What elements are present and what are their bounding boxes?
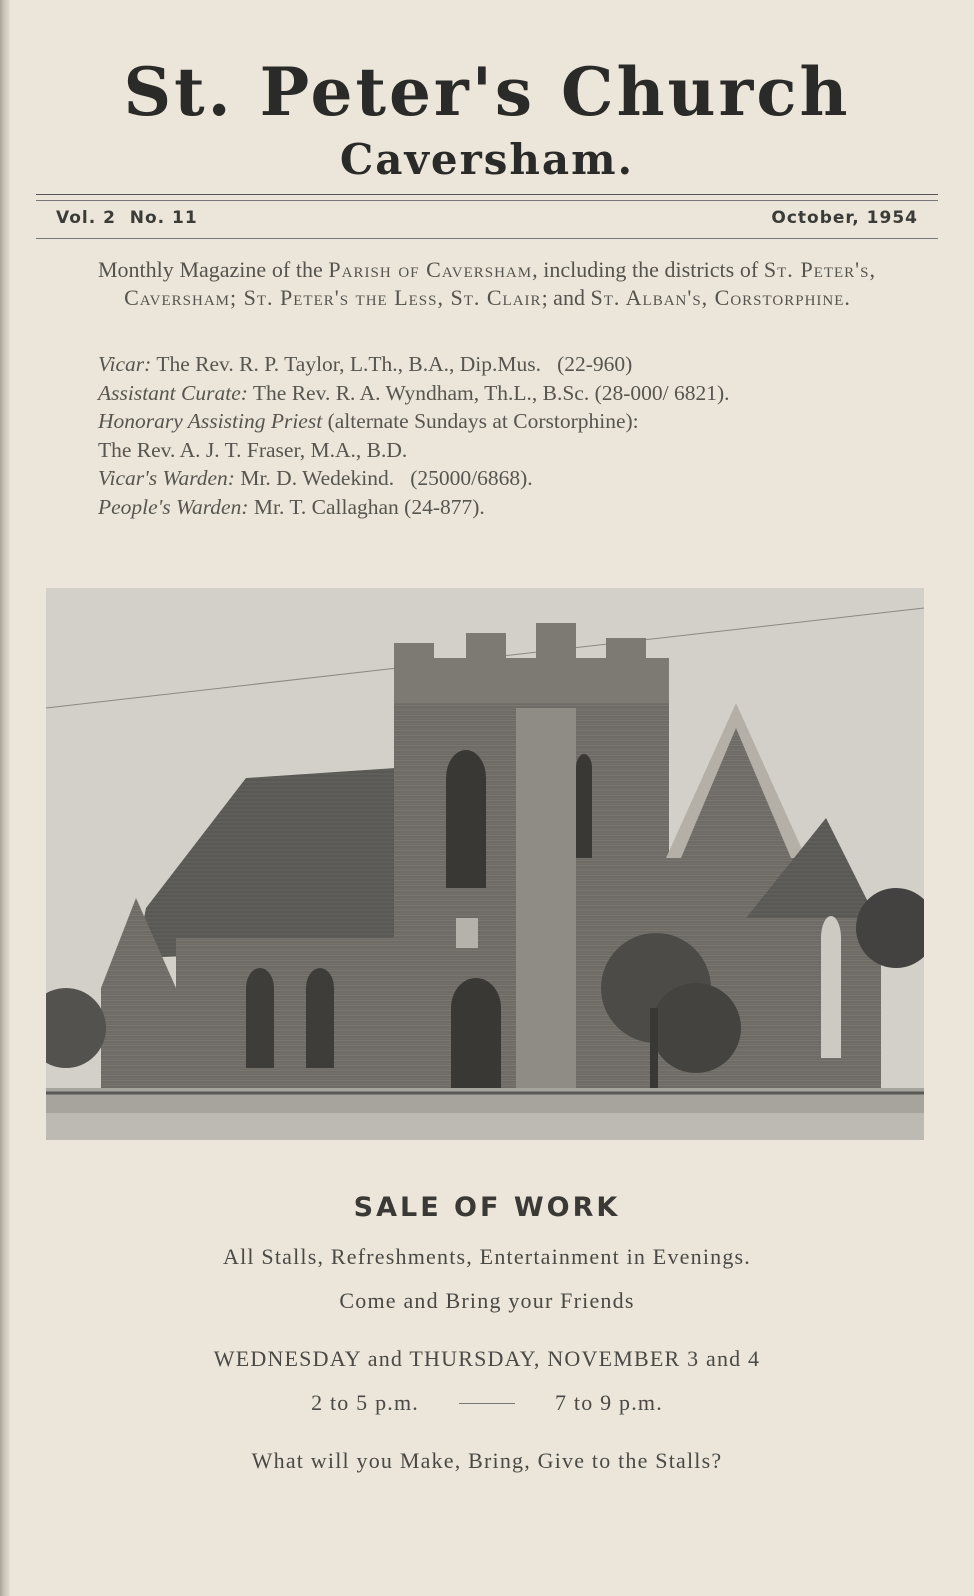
magazine-title: St. Peter's Church bbox=[123, 53, 851, 131]
staff-vicars-warden bbox=[98, 464, 878, 493]
time-separator bbox=[459, 1403, 515, 1404]
staff-name: The Rev. R. P. Taylor, L.Th., B.A., Dip.Mus. (22-960) bbox=[151, 352, 633, 376]
masthead bbox=[0, 52, 974, 186]
sale-invitation: Come and Bring your Friends bbox=[339, 1288, 635, 1313]
magazine-description bbox=[98, 256, 876, 312]
sale-heading: SALE OF WORK bbox=[353, 1192, 621, 1223]
staff-honorary-priest bbox=[98, 407, 878, 436]
header-double-rule bbox=[36, 194, 938, 201]
staff-role: Assistant Curate: bbox=[98, 380, 248, 405]
sale-question: What will you Make, Bring, Give to the Stalls? bbox=[251, 1448, 723, 1473]
staff-peoples-warden bbox=[98, 493, 878, 522]
staff-name: (alternate Sundays at Corstorphine): bbox=[322, 409, 639, 433]
intro-albans: St. Alban's, Corstorphine bbox=[590, 285, 845, 310]
issue-bar bbox=[56, 208, 918, 228]
staff-name: Mr. T. Callaghan (24-877). bbox=[248, 494, 485, 519]
staff-name: The Rev. R. A. Wyndham, Th.L., B.Sc. (28-000/ 6821). bbox=[247, 380, 730, 405]
staff-role: People's Warden: bbox=[98, 494, 249, 519]
staff-role: Vicar's Warden: bbox=[98, 466, 235, 490]
intro-parish: Parish of Caversham bbox=[328, 257, 533, 282]
sale-times bbox=[0, 1389, 974, 1417]
staff-honorary-priest-name bbox=[98, 436, 878, 465]
issue-date: October, 1954 bbox=[771, 208, 918, 228]
sale-time-evening: 7 to 9 p.m. bbox=[555, 1390, 663, 1415]
staff-vicar bbox=[98, 350, 878, 379]
magazine-subtitle: Caversham. bbox=[339, 135, 635, 184]
intro-text-3: ; and bbox=[541, 285, 591, 310]
header-rule bbox=[36, 238, 938, 239]
sale-dates: WEDNESDAY and THURSDAY, NOVEMBER 3 and 4 bbox=[213, 1346, 761, 1371]
sale-description: All Stalls, Refreshments, Entertainment in Evenings. bbox=[223, 1244, 751, 1269]
church-photograph bbox=[46, 588, 924, 1140]
staff-name: The Rev. A. J. T. Fraser, M.A., B.D. bbox=[98, 437, 408, 462]
issue-volume: Vol. 2 No. 11 bbox=[56, 208, 198, 228]
intro-end: . bbox=[844, 285, 850, 310]
staff-role: Honorary Assisting Priest bbox=[98, 409, 323, 433]
intro-text-2: , including the districts of bbox=[532, 257, 764, 282]
intro-districts: St. Peter's, Caversham; St. Peter's the Less, St. Clair bbox=[124, 257, 876, 310]
sale-of-work-notice bbox=[0, 1192, 974, 1475]
intro-text-1: Monthly Magazine of the bbox=[98, 257, 329, 282]
staff-role: Vicar: bbox=[98, 352, 152, 376]
staff-assistant-curate bbox=[98, 379, 878, 408]
staff-name: Mr. D. Wedekind. (25000/6868). bbox=[234, 466, 533, 490]
sale-time-afternoon: 2 to 5 p.m. bbox=[311, 1390, 419, 1415]
church-illustration bbox=[46, 588, 924, 1140]
parish-staff-list bbox=[98, 350, 878, 521]
